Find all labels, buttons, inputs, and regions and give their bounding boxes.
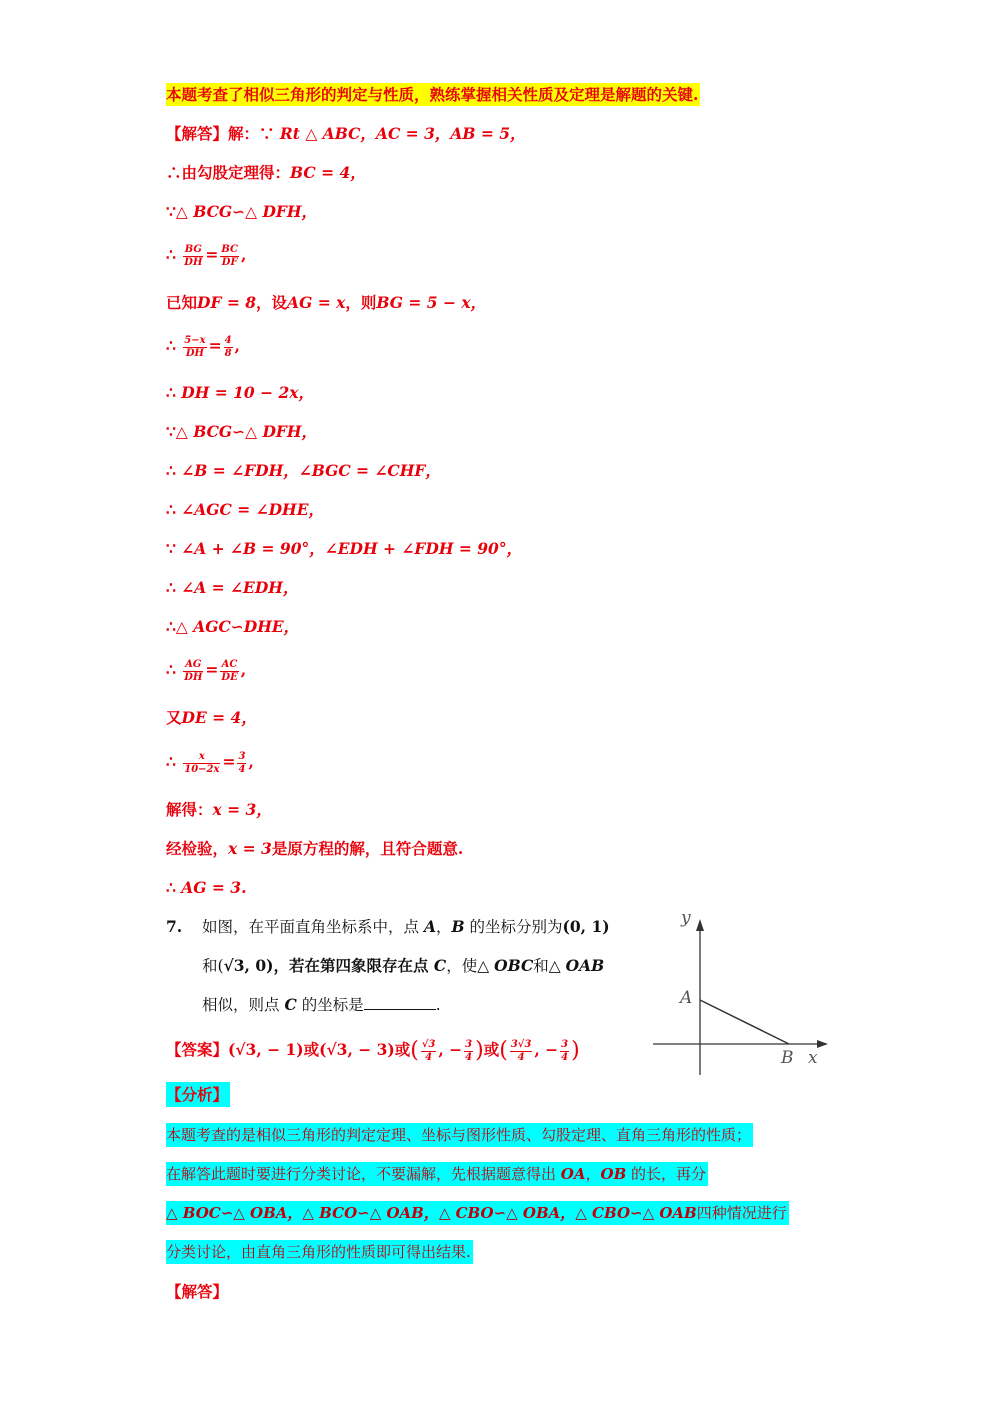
- solution-line-14: [166, 657, 246, 684]
- fraction: [183, 335, 206, 360]
- suffix: 是原方程的解，且符合题意.: [271, 839, 464, 858]
- math-expr: DF = 8: [197, 293, 257, 312]
- math-expr: BC = 4，: [290, 163, 366, 182]
- solution-line-16: [166, 749, 254, 776]
- suffix: ,: [234, 336, 240, 355]
- line-prefix: ∴: [166, 878, 182, 897]
- math-expr: AG = x: [287, 293, 346, 312]
- solution-line-2: [166, 160, 366, 186]
- numerator: AC: [221, 658, 238, 670]
- math-expr: ∠B = ∠FDH，∠BGC = ∠CHF，: [181, 461, 441, 480]
- answer-option: (√3, − 3): [319, 1040, 395, 1059]
- solution-line-12: [166, 575, 298, 601]
- suffix: ,: [248, 752, 254, 771]
- suffix: ,: [240, 660, 247, 679]
- equals: =: [205, 660, 219, 679]
- solution-label-line: [166, 1279, 228, 1305]
- numerator: 3√3: [510, 1038, 532, 1050]
- analysis-text: 本题考查的是相似三角形的判定定理、坐标与图形性质、勾股定理、直角三角形的性质；: [166, 1123, 753, 1147]
- analysis-label-line: [166, 1082, 230, 1108]
- line-prefix: ∴: [166, 578, 182, 597]
- analysis-text: [166, 1201, 789, 1225]
- text: 相似，则点: [202, 996, 285, 1014]
- math-expr: DH = 10 − 2x，: [181, 383, 315, 402]
- denominator: 4: [561, 1051, 569, 1063]
- question-7-line-2: [202, 953, 604, 979]
- numerator: 4: [224, 334, 232, 346]
- line-prefix: ∴: [166, 617, 176, 636]
- line-prefix: ∵: [166, 422, 176, 441]
- line-prefix: ∴: [166, 383, 182, 402]
- math-expr: △ BCG∽△ DFH，: [175, 202, 318, 221]
- text: ，设: [256, 293, 288, 312]
- numerator: √3: [421, 1038, 436, 1050]
- line-prefix: 解得：: [166, 800, 213, 819]
- text: ，: [585, 1165, 601, 1183]
- text: 和△: [533, 957, 566, 975]
- line-prefix: ∵: [166, 539, 182, 558]
- fraction: [421, 1039, 437, 1064]
- solution-line-8: [166, 419, 317, 445]
- equals: =: [208, 336, 222, 355]
- fraction: [183, 659, 203, 684]
- numerator: BG: [184, 243, 202, 255]
- y-axis-arrow-icon: [696, 919, 704, 931]
- denominator: DH: [184, 256, 203, 268]
- fraction: [220, 659, 238, 684]
- analysis-line-4: [166, 1239, 473, 1265]
- denominator: 4: [465, 1051, 473, 1063]
- numerator: 3: [465, 1038, 473, 1050]
- math-expr: △ BCG∽△ DFH，: [175, 422, 318, 441]
- math-expr: ∠A + ∠B = 90°，∠EDH + ∠FDH = 90°，: [181, 539, 523, 558]
- equals: =: [205, 245, 219, 264]
- numerator: 3: [238, 750, 246, 762]
- denominator: 4: [425, 1051, 433, 1063]
- answer-label: 【答案】: [166, 1040, 229, 1059]
- math-expr: BG = 5 − x，: [376, 293, 487, 312]
- question-7-line-3: [202, 992, 441, 1018]
- solution-line-13: [166, 614, 299, 640]
- line-prefix: ∴: [166, 336, 182, 355]
- or-text: 或: [303, 1040, 320, 1059]
- answer-line: 【答案】(√3, − 1)或(√3, − 3)或( $\frac{√3}{4}$ , − $\frac{3}{4}$ )或( $\frac{3√3}{4}$ , − $\frac{3}{4}$ ): [166, 1038, 580, 1063]
- solution-line-19: [166, 875, 247, 901]
- numerator: 5−x: [184, 334, 206, 346]
- numerator: 3: [561, 1038, 569, 1050]
- text: ，则: [345, 293, 377, 312]
- solution-line-10: [166, 497, 324, 523]
- point-label: C: [284, 995, 297, 1014]
- numerator: x: [183, 751, 220, 764]
- summary-highlight: 本题考查了相似三角形的判定与性质，熟练掌握相关性质及定理是解题的关键.: [166, 85, 699, 104]
- fraction: [224, 335, 233, 360]
- suffix: ,: [241, 245, 247, 264]
- answer-option: (√3, − 1): [228, 1040, 304, 1059]
- line-prefix: 解：∵: [228, 124, 280, 143]
- text: , 0)，若在第四象限存在点: [244, 956, 434, 975]
- numerator: AG: [185, 658, 202, 670]
- analysis-line-1: [166, 1122, 753, 1148]
- line-prefix: 已知: [166, 293, 198, 312]
- analysis-label: 【分析】: [166, 1082, 230, 1107]
- solution-line-15: [166, 705, 257, 731]
- math-expr: ∠AGC = ∠DHE，: [181, 500, 325, 519]
- analysis-line-2: [166, 1161, 708, 1187]
- denominator: 8: [224, 347, 232, 359]
- text: 的坐标是: [296, 996, 364, 1014]
- solution-line-5: [166, 290, 486, 316]
- segment-ab: [700, 1000, 789, 1044]
- or-text: 或: [483, 1040, 500, 1059]
- fraction: [183, 244, 203, 269]
- text: 的坐标分别为: [464, 918, 563, 936]
- math-expr: x = 3: [228, 839, 272, 858]
- math-expr: △ BOC∽△ OBA，△ BCO∽△ OAB，△ CBO∽△ OBA，△ CBO∽△ OAB: [166, 1204, 697, 1222]
- line-prefix: ∴: [166, 500, 182, 519]
- x-axis-label: x: [808, 1048, 818, 1068]
- math-expr: △ AGC∽DHE，: [175, 617, 300, 636]
- denominator: 10−2x: [184, 763, 220, 775]
- fraction: [464, 1039, 473, 1064]
- solution-line-9: [166, 458, 441, 484]
- solution-line-6: [166, 333, 240, 360]
- coordinate-figure: [645, 905, 840, 1080]
- point-a-label: A: [680, 988, 693, 1008]
- denominator: 4: [517, 1051, 525, 1063]
- text: 四种情况进行: [696, 1204, 787, 1222]
- denominator: DE: [221, 671, 238, 683]
- segment-label: OA: [560, 1165, 586, 1183]
- solution-line-18: [166, 836, 463, 862]
- fraction: [183, 751, 220, 776]
- equals: =: [222, 752, 236, 771]
- answer-blank: [364, 995, 436, 1010]
- line-prefix: ∴: [166, 245, 182, 264]
- math-expr: Rt △ ABC，AC = 3，AB = 5，: [279, 124, 526, 143]
- summary-line: [166, 82, 700, 108]
- text: ，使△: [446, 957, 495, 975]
- line-prefix: ∴由勾股定理得：: [166, 163, 291, 182]
- solution-label: 【解答】: [166, 1282, 229, 1301]
- numerator: BC: [221, 243, 238, 255]
- math-expr: AG = 3.: [181, 878, 247, 897]
- triangle-label: OAB: [565, 956, 605, 975]
- line-prefix: 又: [166, 708, 182, 727]
- fraction: [220, 244, 239, 269]
- denominator: DF: [221, 256, 238, 268]
- line-prefix: ∴: [166, 752, 182, 771]
- question-7-line-1: [166, 914, 610, 940]
- text: 在解答此题时要进行分类讨论，不要漏解，先根据题意得出: [166, 1165, 561, 1183]
- math-expr: ∠A = ∠EDH，: [181, 578, 299, 597]
- line-prefix: ∴: [166, 660, 182, 679]
- fraction: [560, 1039, 569, 1064]
- denominator: 4: [238, 763, 246, 775]
- denominator: DH: [185, 347, 204, 359]
- math-expr: DE = 4，: [181, 708, 257, 727]
- or-text: 或: [394, 1040, 411, 1059]
- segment-label: OB: [600, 1165, 627, 1183]
- triangle-label: OBC: [494, 956, 534, 975]
- line-prefix: 经检验，: [166, 839, 229, 858]
- point-label: C: [433, 956, 447, 975]
- text: 和(: [202, 957, 224, 975]
- solution-line-4: [166, 242, 246, 269]
- solution-line-11: [166, 536, 522, 562]
- text: ，: [435, 918, 452, 936]
- line-prefix: ∴: [166, 461, 182, 480]
- text: .: [435, 996, 441, 1014]
- analysis-text: 分类讨论，由直角三角形的性质即可得出结果.: [166, 1240, 473, 1264]
- fraction: [510, 1039, 533, 1064]
- math-expr: x = 3，: [212, 800, 272, 819]
- fraction: [237, 751, 246, 776]
- solution-line-1: [166, 121, 526, 147]
- y-axis-label: y: [681, 908, 691, 928]
- solution-line-7: [166, 380, 314, 406]
- point-b-label: B: [781, 1048, 794, 1068]
- solution-line-17: [166, 797, 272, 823]
- sqrt-3: √3: [223, 956, 245, 975]
- coordinate: (0, 1): [562, 917, 610, 936]
- analysis-text: [166, 1162, 708, 1186]
- point-label: B: [451, 917, 465, 936]
- text: 如图，在平面直角坐标系中，点: [202, 918, 424, 936]
- text: 的长，再分: [626, 1165, 707, 1183]
- question-number: 7.: [166, 917, 183, 936]
- x-axis-arrow-icon: [817, 1040, 828, 1048]
- line-prefix: ∵: [166, 202, 176, 221]
- analysis-line-3: [166, 1200, 789, 1226]
- point-label: A: [423, 917, 436, 936]
- denominator: DH: [184, 671, 203, 683]
- solution-label: 【解答】: [166, 124, 229, 143]
- solution-line-3: [166, 199, 317, 225]
